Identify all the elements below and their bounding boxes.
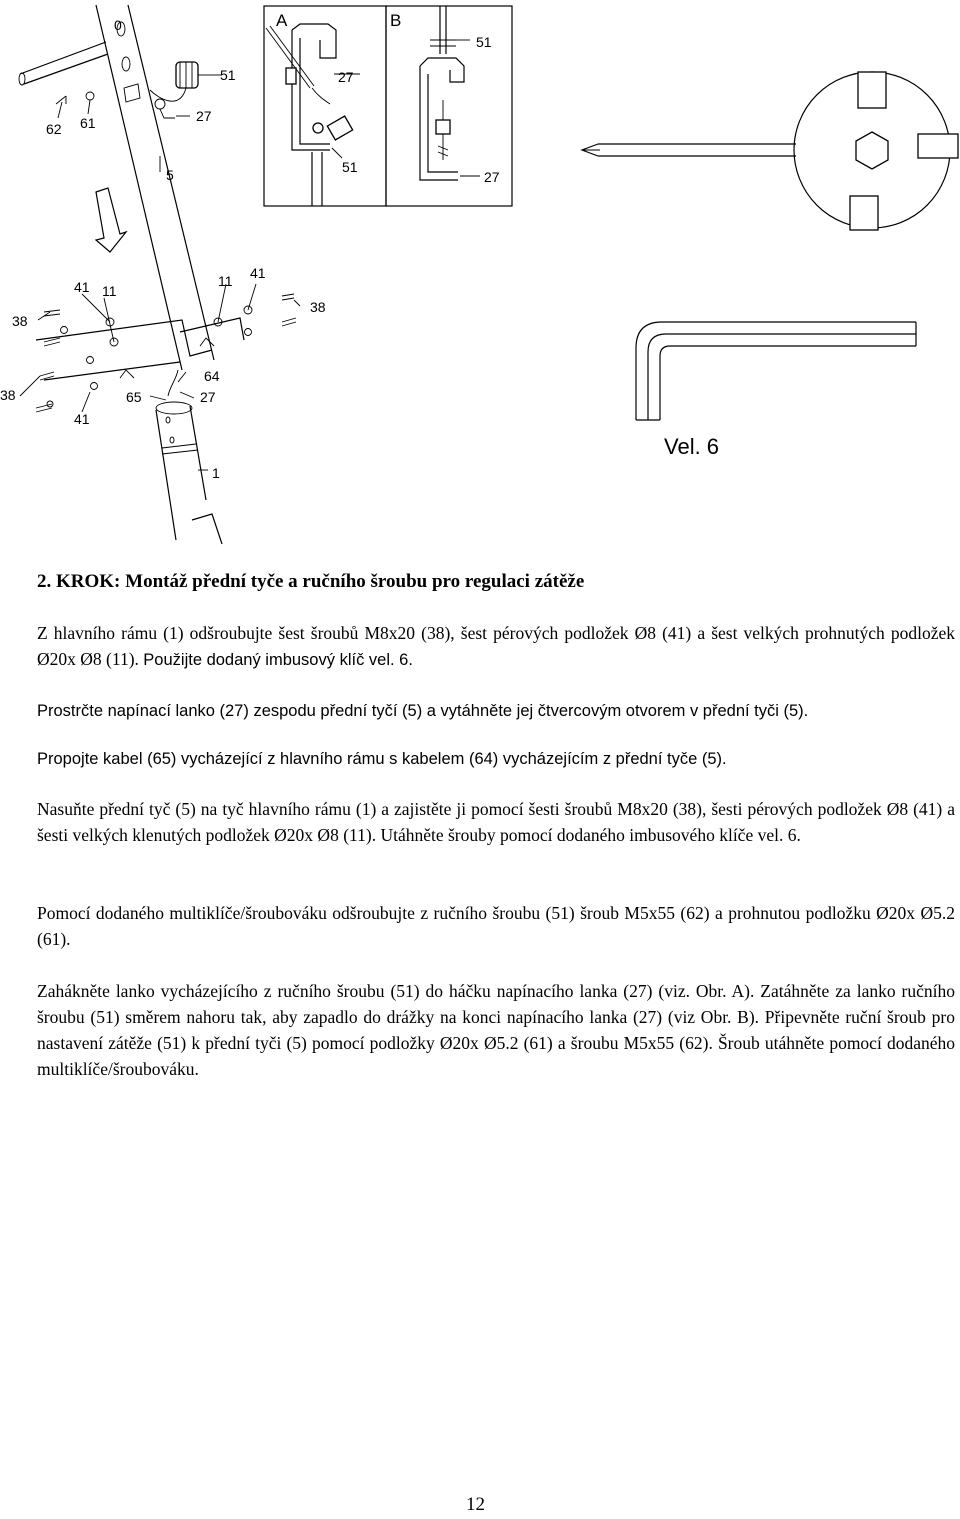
part-label-41-c: 41	[74, 411, 90, 427]
page-number: 12	[466, 1494, 485, 1515]
part-label-1: 1	[212, 465, 220, 481]
part-label-41-a: 41	[74, 279, 90, 295]
bolts-right	[214, 294, 296, 336]
hex-key-drawing	[636, 322, 916, 420]
part-label-27-top: 27	[196, 108, 212, 124]
paragraph-remove-screws-text: Z hlavního rámu (1) odšroubujte šest šroubů M8x20 (38), šest pérových podložek Ø8 (41) a šest velkých prohnutých podložek Ø20x Ø8 (11).	[37, 623, 955, 669]
inset-a-label-51: 51	[342, 159, 358, 175]
inset-a-letter: A	[276, 11, 288, 30]
frame-sleeve-drawing	[20, 284, 300, 544]
part-label-0: 0	[114, 17, 122, 33]
inset-b-letter: B	[390, 11, 402, 30]
paragraph-unscrew-hand-screw: Pomocí dodaného multiklíče/šroubováku odšroubujte z ručního šroubu (51) šroub M5x55 (62) a prohnutou podložku Ø20x Ø5.2 (61).	[37, 903, 955, 949]
paragraph-connect-cables: Propojte kabel (65) vycházející z hlavního rámu s kabelem (64) vycházejícím z přední tyče (5).	[37, 750, 727, 768]
assembly-figure	[0, 0, 960, 560]
paragraph-hex-key-note: Použijte dodaný imbusový klíč vel. 6.	[143, 651, 413, 669]
part-label-27-mid: 27	[200, 389, 216, 405]
part-label-51: 51	[220, 67, 236, 83]
paragraph-remove-screws	[37, 620, 955, 673]
part-label-11-b: 11	[218, 273, 233, 289]
paragraph-hook-cable: Zahákněte lanko vycházejícího z ručního šroubu (51) do háčku napínacího lanka (27) (viz. Obr. A). Zatáhněte za lanko ručního šroubu (51) směrem nahoru tak, aby zapadlo do drážky na konci napínacího lanka (27) (viz Obr. B). Připevněte ruční šroub pro nastavení zátěže (51) k přední tyči (5) pomocí podložky Ø20x Ø5.2 (61) a šroubu M5x55 (62). Šroub utáhněte pomocí dodaného multiklíče/šroubováku.	[37, 981, 955, 1079]
part-label-38-b: 38	[310, 299, 326, 315]
part-label-41-b: 41	[250, 265, 266, 281]
inset-a-label-27: 27	[338, 69, 354, 85]
paragraph-thread-cable: Prostrčte napínací lanko (27) zespodu přední tyčí (5) a vytáhněte jej čtvercovým otvorem v přední tyči (5).	[37, 702, 809, 720]
part-label-38-c: 38	[0, 387, 16, 403]
part-label-38-a: 38	[12, 313, 28, 329]
inset-a-drawing	[264, 6, 386, 206]
paragraph-slide-tube: Nasuňte přední tyč (5) na tyč hlavního rámu (1) a zajistěte ji pomocí šesti šroubů M8x20 (38), šesti pérových podložek Ø8 (41) a šesti velkých klenutých podložek Ø20x Ø8 (11). Utáhněte šrouby pomocí dodaného imbusového klíče vel. 6.	[37, 799, 955, 845]
part-label-61: 61	[80, 115, 96, 131]
step-heading: 2. KROK: Montáž přední tyče a ručního šroubu pro regulaci zátěže	[37, 571, 585, 592]
part-label-5: 5	[166, 167, 174, 183]
part-label-11-a: 11	[102, 283, 117, 299]
part-label-64: 64	[204, 368, 220, 384]
inset-b-label-51: 51	[476, 34, 492, 50]
part-label-65: 65	[126, 389, 142, 405]
bolts-left	[36, 310, 118, 412]
inset-b-label-27: 27	[484, 169, 500, 185]
part-label-62: 62	[46, 121, 62, 137]
figure-caption: Vel. 6	[664, 434, 720, 459]
multi-key-drawing	[582, 72, 958, 230]
